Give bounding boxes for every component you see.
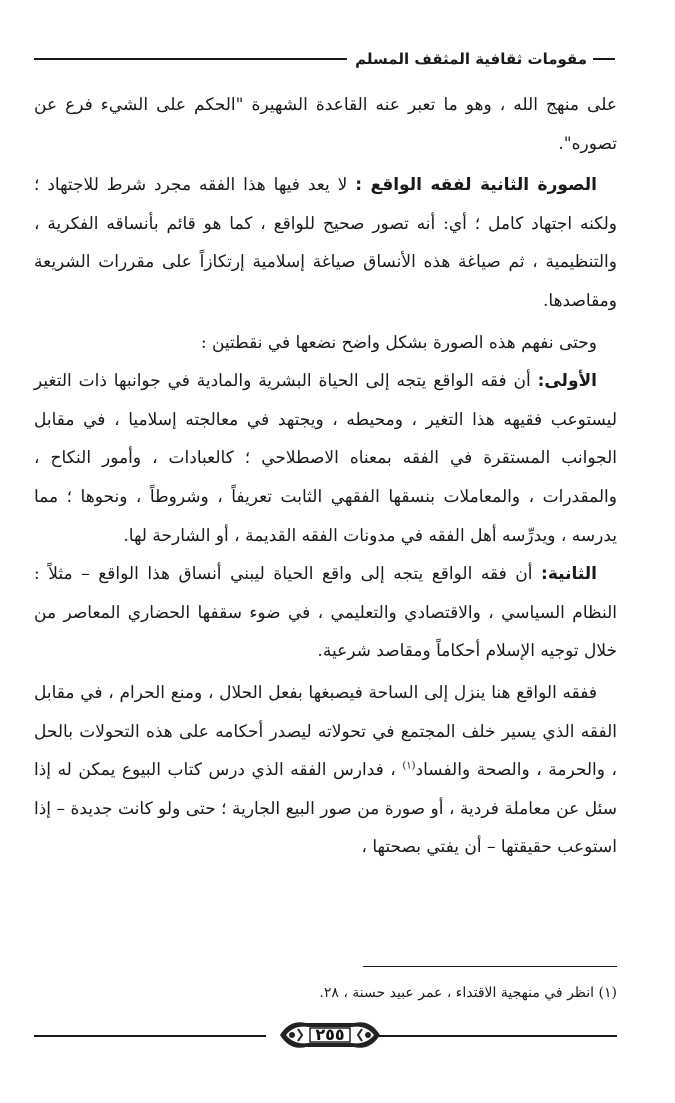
paragraph-4-text: أن فقه الواقع يتجه إلى الحياة البشرية والمادية في جوانبها ذات التغير ليستوعب فقيهه هذا التغير ، ومحيطه ، ويجتهد في معالجته إسلاميا ، في مقابل الجوانب المستقرة في الفقه بمعناه الاصطلاحي ؛ كالعبادات ، وأمور النكاح ، والمقدرات ، والمعاملات بنسقها الفقهي الثابت تعريفاً ، وشروطاً ، ونحوها ؛ مما يدرسه ، ويدرِّسه أهل الفقه في مدونات الفقه القديمة ، أو الشارحة لها. xyxy=(34,371,617,546)
running-header xyxy=(34,44,615,74)
footnote-text: (١) انظر في منهجية الاقتداء ، عمر عبيد حسنة ، ٢٨. xyxy=(319,985,617,1001)
paragraph-4-lead: الأولى: xyxy=(537,371,597,392)
body-text xyxy=(34,86,617,867)
page-footer xyxy=(34,1012,617,1058)
paragraph-1 xyxy=(34,86,617,163)
page-number: ٢٥٥ xyxy=(315,1025,345,1044)
paragraph-5-text: أن فقه الواقع يتجه إلى واقع الحياة ليبني أنساق هذا الواقع – مثلاً : النظام السياسي ، والاقتصادي والتعليمي ، في ضوء سقفها الحضاري المعاصر من خلال توجيه الإسلام أحكاماً ومقاصد شرعية. xyxy=(34,564,617,662)
paragraph-5 xyxy=(34,555,617,671)
paragraph-4 xyxy=(34,362,617,555)
paragraph-3 xyxy=(34,324,617,363)
footer-rule-left xyxy=(34,1035,266,1037)
paragraph-6 xyxy=(34,674,617,867)
paragraph-5-lead: الثانية: xyxy=(541,564,597,585)
header-rule xyxy=(34,58,347,60)
header-dash xyxy=(593,58,615,60)
paragraph-2-text: لا يعد فيها هذا الفقه مجرد شرط للاجتهاد ؛ ولكنه اجتهاد كامل ؛ أي: أنه تصور صحيح للواقع ، كما هو قائم بأنساقه الفكرية ، والتنظيمية ، ثم صياغة هذه الأنساق صياغة إسلامية إرتكازاً على مقررات الشريعة ومقاصدها. xyxy=(34,175,617,311)
header-title: مقومات ثقافية المثقف المسلم xyxy=(355,50,587,68)
paragraph-3-text: وحتى نفهم هذه الصورة بشكل واضح نضعها في نقطتين : xyxy=(200,332,597,353)
footer-rule-right xyxy=(343,1035,617,1037)
footnote xyxy=(34,983,617,1003)
footnote-rule xyxy=(363,966,617,967)
paragraph-2 xyxy=(34,166,617,320)
paragraph-6-text: ففقه الواقع هنا ينزل إلى الساحة فيصبغها بفعل الحلال ، ومنع الحرام ، في مقابل الفقه الذي يسير خلف المجتمع في تحولاته ليصدر أحكامه على هذه التحولات بالحل ، والحرمة ، والصحة والفساد xyxy=(34,682,617,781)
paragraph-1-text: على منهج الله ، وهو ما تعبر عنه القاعدة الشهيرة "الحكم على الشيء فرع عن تصوره". xyxy=(34,95,617,154)
paragraph-2-lead: الصورة الثانية لفقه الواقع : xyxy=(355,175,597,196)
paragraph-6-tail: ، فدارس الفقه الذي درس كتاب البيوع يمكن له إذا سئل عن معاملة فردية ، أو صورة من صور البيع الجارية ؛ حتى ولو كانت جديدة – إذا استوعب حقيقتها – أن يفتي بصحتها ، xyxy=(34,760,617,858)
footnote-ref[interactable]: (١) xyxy=(402,760,416,772)
